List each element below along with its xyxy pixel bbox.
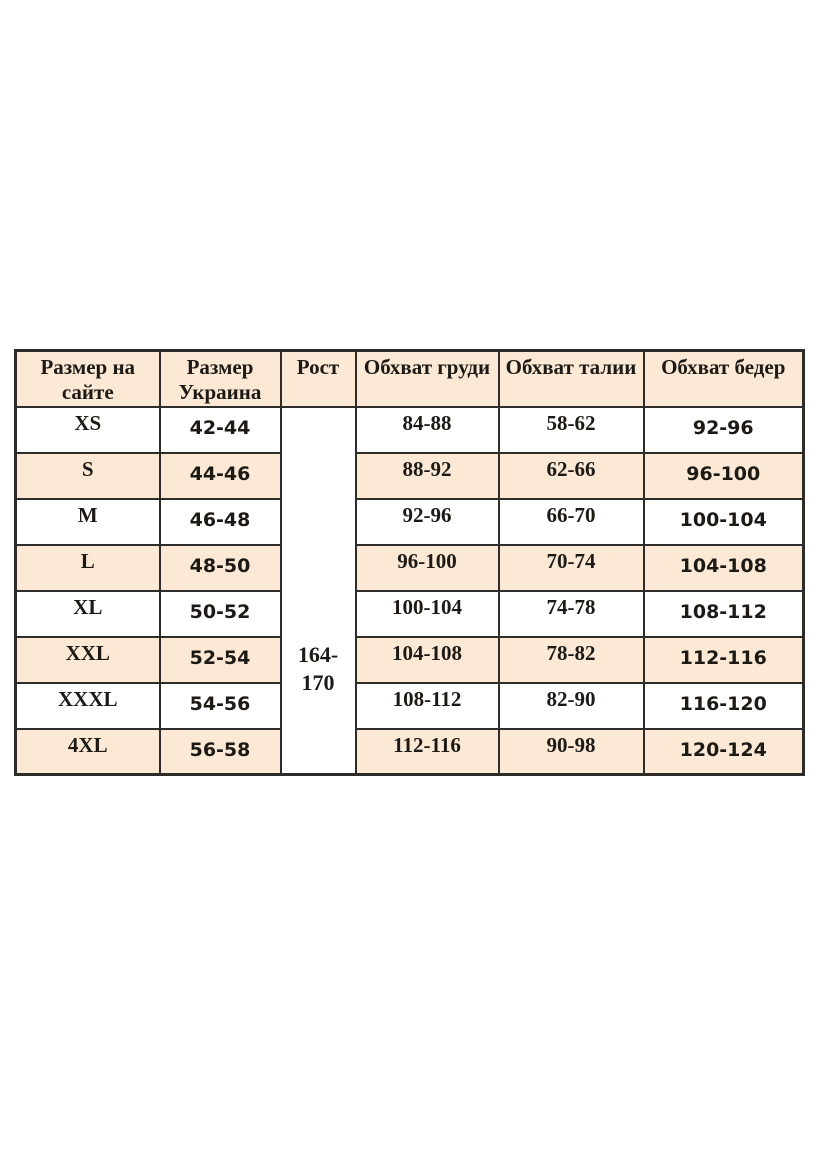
- header-cell-height: Рост: [281, 351, 356, 407]
- cell-size-site: XL: [16, 591, 160, 637]
- cell-size-ua: 48-50: [160, 545, 281, 591]
- cell-hips: 104-108: [644, 545, 804, 591]
- cell-hips: 100-104: [644, 499, 804, 545]
- cell-waist: 78-82: [499, 637, 644, 683]
- cell-size-site: 4XL: [16, 729, 160, 775]
- cell-hips: 96-100: [644, 453, 804, 499]
- cell-chest: 96-100: [356, 545, 499, 591]
- cell-waist: 66-70: [499, 499, 644, 545]
- cell-size-site: S: [16, 453, 160, 499]
- cell-height-merged: [281, 407, 356, 775]
- cell-chest: 112-116: [356, 729, 499, 775]
- cell-size-site: XXXL: [16, 683, 160, 729]
- header-cell-waist: Обхват талии: [499, 351, 644, 407]
- table-row-s: [16, 453, 804, 499]
- cell-size-ua: 56-58: [160, 729, 281, 775]
- table-row-4xl: [16, 729, 804, 775]
- cell-waist: 58-62: [499, 407, 644, 453]
- table-row-xs: [16, 407, 804, 453]
- table-row-m: [16, 499, 804, 545]
- header-cell-hips: Обхват бедер: [644, 351, 804, 407]
- cell-waist: 70-74: [499, 545, 644, 591]
- cell-chest: 108-112: [356, 683, 499, 729]
- cell-size-ua: 52-54: [160, 637, 281, 683]
- cell-chest: 84-88: [356, 407, 499, 453]
- height-value-line1: 164-: [297, 641, 339, 667]
- cell-hips: 120-124: [644, 729, 804, 775]
- cell-size-ua: 54-56: [160, 683, 281, 729]
- cell-chest: 100-104: [356, 591, 499, 637]
- cell-chest: 104-108: [356, 637, 499, 683]
- cell-size-ua: 44-46: [160, 453, 281, 499]
- height-value-line2: 170: [301, 669, 335, 695]
- cell-waist: 82-90: [499, 683, 644, 729]
- header-cell-size-ukraine: Размер Украина: [160, 351, 281, 407]
- table-row-xxxl: [16, 683, 804, 729]
- cell-size-site: XXL: [16, 637, 160, 683]
- cell-size-site: M: [16, 499, 160, 545]
- cell-waist: 62-66: [499, 453, 644, 499]
- cell-size-ua: 42-44: [160, 407, 281, 453]
- cell-waist: 74-78: [499, 591, 644, 637]
- cell-hips: 92-96: [644, 407, 804, 453]
- cell-hips: 112-116: [644, 637, 804, 683]
- table-row-xl: [16, 591, 804, 637]
- cell-chest: 92-96: [356, 499, 499, 545]
- cell-size-site: L: [16, 545, 160, 591]
- size-chart-table: [14, 349, 805, 776]
- cell-hips: 116-120: [644, 683, 804, 729]
- table-row-l: [16, 545, 804, 591]
- cell-waist: 90-98: [499, 729, 644, 775]
- cell-hips: 108-112: [644, 591, 804, 637]
- cell-chest: 88-92: [356, 453, 499, 499]
- table-row-xxl: [16, 637, 804, 683]
- header-cell-chest: Обхват груди: [356, 351, 499, 407]
- cell-size-site: XS: [16, 407, 160, 453]
- cell-size-ua: 46-48: [160, 499, 281, 545]
- cell-size-ua: 50-52: [160, 591, 281, 637]
- table-header-row: [16, 351, 804, 407]
- header-cell-size-site: Размер на сайте: [16, 351, 160, 407]
